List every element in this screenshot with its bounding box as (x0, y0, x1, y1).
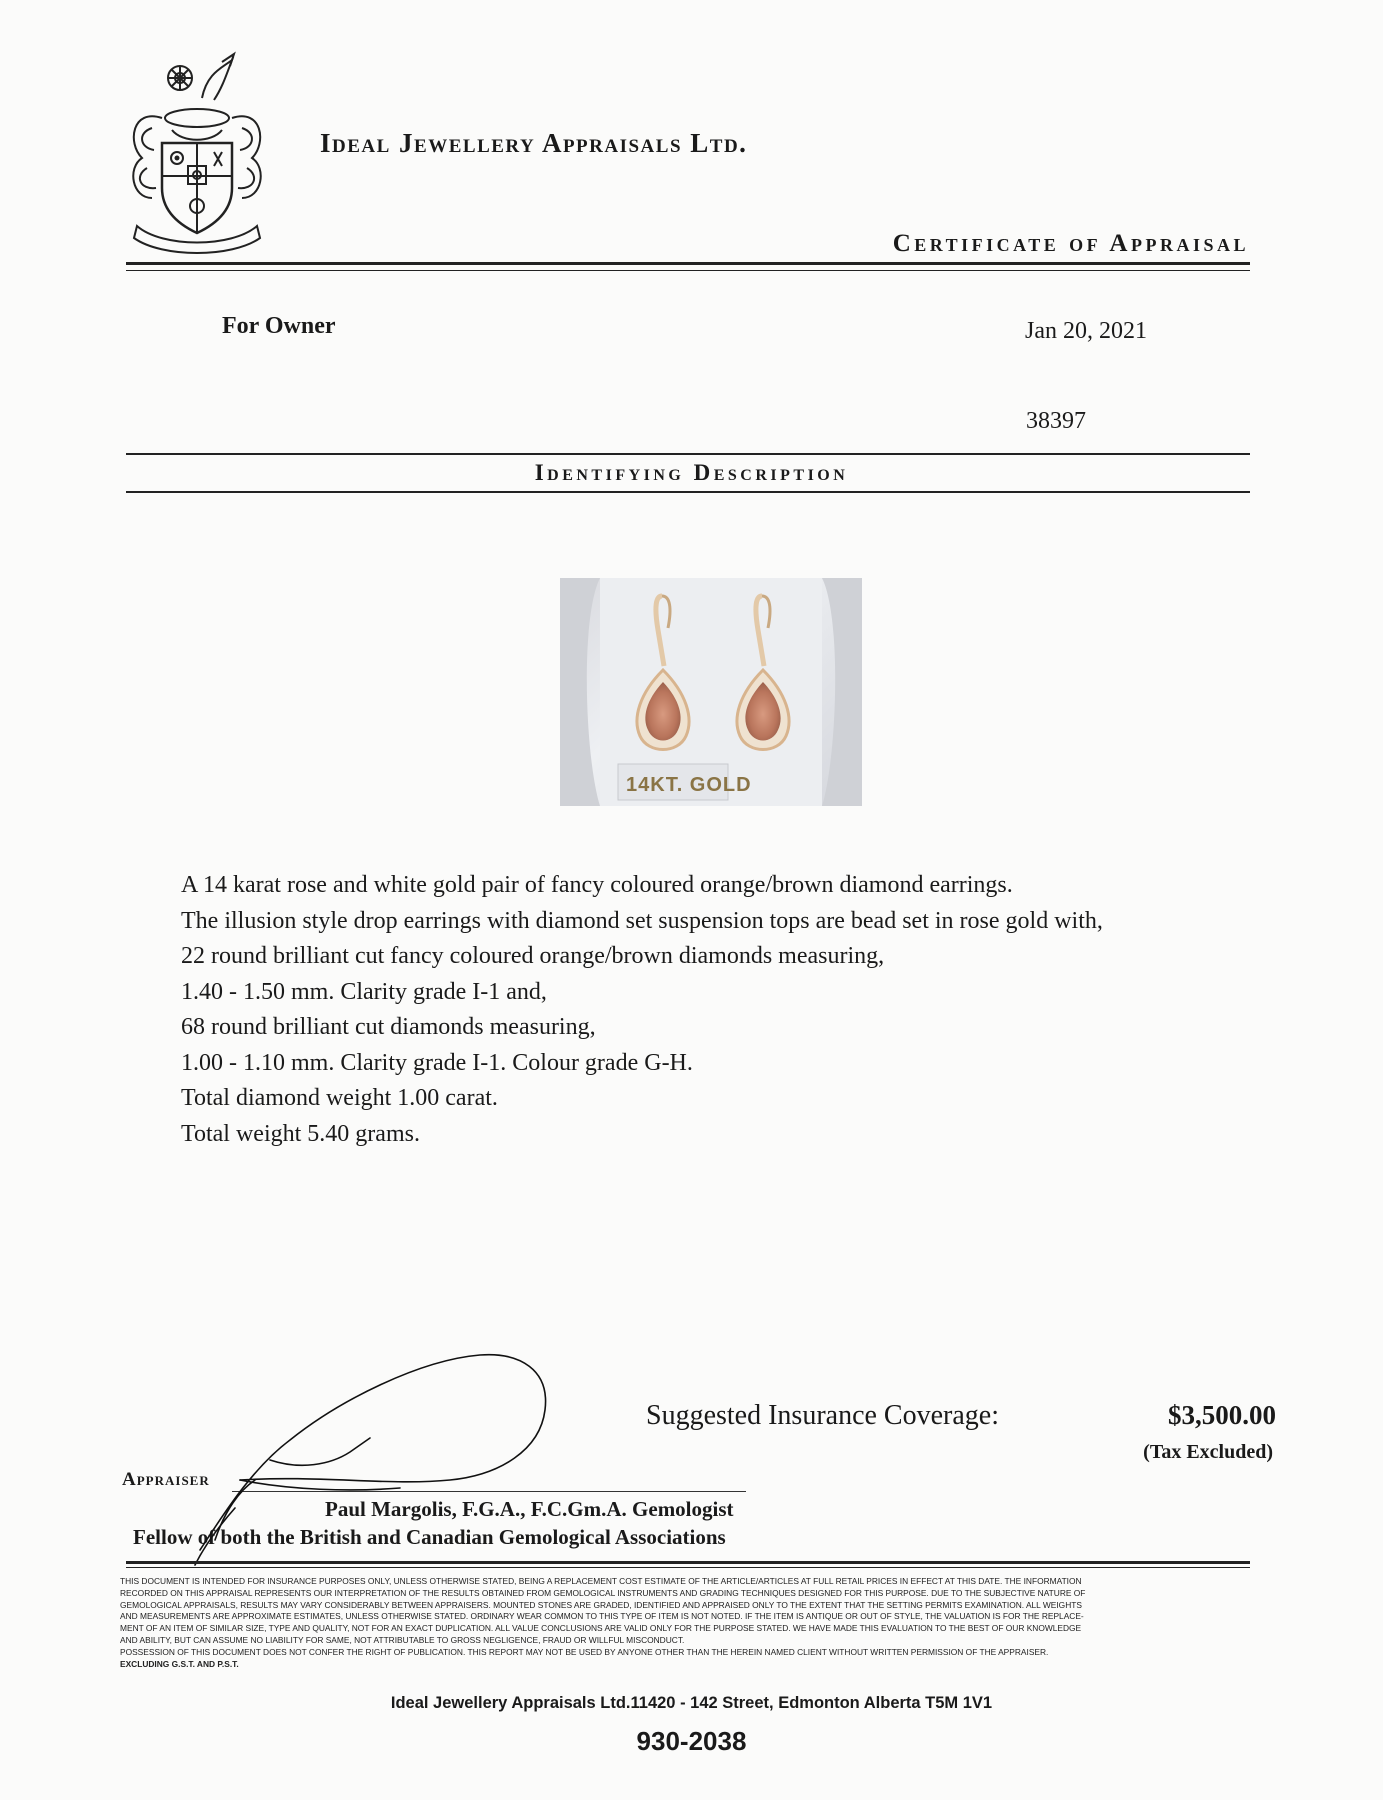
certificate-title: Certificate of Appraisal (892, 230, 1249, 257)
divider (126, 270, 1250, 271)
appraiser-name: Paul Margolis, F.G.A., F.C.Gm.A. Gemologist (325, 1497, 734, 1521)
description-line: 22 round brilliant cut fancy coloured orange/brown diamonds measuring, (181, 943, 885, 969)
description-line: A 14 karat rose and white gold pair of fancy coloured orange/brown diamond earrings. (181, 872, 1013, 898)
description-line: 1.40 - 1.50 mm. Clarity grade I-1 and, (181, 978, 547, 1005)
footer-phone: 930-2038 (636, 1726, 747, 1756)
description-line: The illusion style drop earrings with diamond set suspension tops are bead set in rose gold with, (181, 907, 1103, 934)
divider (126, 453, 1250, 455)
divider (126, 262, 1250, 265)
disclaimer-line: AND ABILITY, BUT CAN ASSUME NO LIABILITY FOR SAME, NOT ATTRIBUTABLE TO GROSS NEGLIGENCE, FRAUD OR WILLFUL MISCONDUCT. (120, 1634, 685, 1645)
tax-exclusion-line: EXCLUDING G.S.T. AND P.S.T. (120, 1658, 239, 1669)
coverage-value: $3,500.00 (1168, 1400, 1276, 1430)
certificate-number: 38397 (1026, 408, 1086, 434)
earrings-photo (560, 578, 862, 806)
disclaimer (120, 1576, 1265, 1670)
photo-label: 14KT. GOLD (626, 774, 752, 796)
description-line: 68 round brilliant cut diamonds measuring, (181, 1014, 596, 1040)
tax-note: (Tax Excluded) (1143, 1441, 1273, 1463)
coat-of-arms-icon (122, 48, 272, 258)
disclaimer-line: THIS DOCUMENT IS INTENDED FOR INSURANCE PURPOSES ONLY, UNLESS OTHERWISE STATED, BEING A REPLACEMENT COST ESTIMATE OF THE ARTICLE/ARTICLES AT FULL RETAIL PRICES IN EFFECT AT THIS DATE. THE INFORMATION (120, 1576, 1082, 1586)
disclaimer-line: GEMOLOGICAL APPRAISALS, RESULTS MAY VARY CONSIDERABLY BETWEEN APPRAISERS. MOUNTED STONES ARE GRADED, IDENTIFIED AND APPRAISED ONLY TO THE EXTENT THAT THE SETTING PERMITS EXAMINATION. ALL WEIGHTS (120, 1599, 1082, 1610)
owner-label: For Owner (222, 313, 336, 339)
item-description (181, 868, 1261, 1152)
certificate-date: Jan 20, 2021 (1025, 318, 1147, 344)
company-name: Ideal Jewellery Appraisals Ltd. (320, 128, 748, 158)
appraiser-credentials: Fellow of both the British and Canadian Gemological Associations (133, 1525, 726, 1549)
disclaimer-line: MENT OF AN ITEM OF SIMILAR SIZE, TYPE AND QUALITY, NOT FOR AN EXACT DUPLICATION. ALL VALUE CONCLUSIONS ARE VALID ONLY FOR THE PURPOSE STATED. WE HAVE MADE THIS EVALUATION TO THE BEST OF OUR KNOWLEDGE (120, 1623, 1082, 1634)
divider (126, 1567, 1250, 1568)
divider (126, 1561, 1250, 1564)
coverage-label: Suggested Insurance Coverage: (646, 1400, 999, 1431)
appraiser-label: Appraiser (122, 1469, 210, 1490)
description-line: 1.00 - 1.10 mm. Clarity grade I-1. Colour grade G-H. (181, 1049, 693, 1076)
description-line: Total diamond weight 1.00 carat. (181, 1085, 498, 1111)
signature-icon (180, 1340, 600, 1570)
footer-address: Ideal Jewellery Appraisals Ltd.11420 - 142 Street, Edmonton Alberta T5M 1V1 (390, 1694, 993, 1712)
section-title: Identifying Description (534, 460, 849, 485)
disclaimer-line: POSSESSION OF THIS DOCUMENT DOES NOT CONFER THE RIGHT OF PUBLICATION. THIS REPORT MAY NOT BE USED BY ANYONE OTHER THAN THE HEREIN NAMED CLIENT WITHOUT WRITTEN PERMISSION OF THE APPRAISER. (120, 1646, 1049, 1657)
disclaimer-line: AND MEASUREMENTS ARE APPROXIMATE ESTIMATES, UNLESS OTHERWISE STATED. ORDINARY WEAR COMMON TO THIS TYPE OF ITEM IS NOT NOTED. IF THE ITEM IS ANTIQUE OR OUT OF STYLE, THE VALUATION IS FOR THE REPLACE- (120, 1611, 1084, 1622)
disclaimer-line: RECORDED ON THIS APPRAISAL REPRESENTS OUR INTERPRETATION OF THE RESULTS OBTAINED FROM GEMOLOGICAL INSTRUMENTS AND GRADING TECHNIQUES DESIGNED FOR THIS PURPOSE. DUE TO THE SUBJECTIVE NATURE OF (120, 1587, 1086, 1598)
description-line: Total weight 5.40 grams. (181, 1120, 420, 1147)
divider (126, 491, 1250, 493)
